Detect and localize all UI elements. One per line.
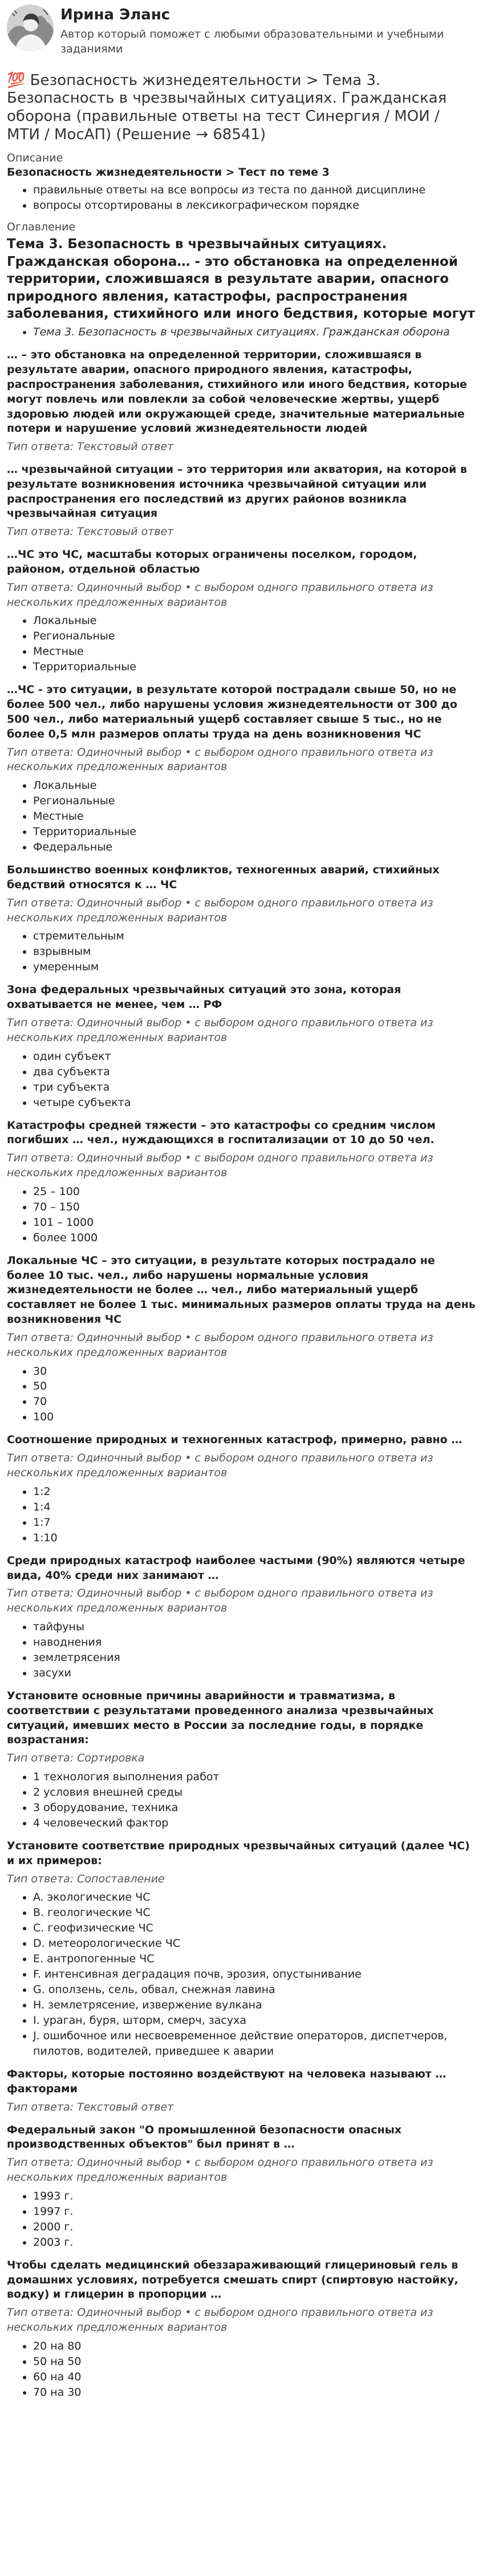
question-block (7, 463, 476, 540)
question-text: Факторы, которые постоянно воздействуют на человека называют … факторами (7, 2068, 447, 2095)
answer-option: • Федеральные (33, 840, 476, 855)
answer-type: Тип ответа: Одиночный выбор • с выбором одного правильного ответа из нескольких предложенных вариантов (7, 2306, 433, 2334)
answer-option: • 1:10 (33, 1530, 476, 1546)
questions-list (7, 348, 476, 2400)
page-title: 💯 Безопасность жизнедеятельности > Тема 3. Безопасность в чрезвычайных ситуациях. Гражданская оборона (правильные ответы на тест Синергия / МОИ / МТИ / МосАП) (Решение → 68541) (7, 71, 447, 143)
answer-type: Тип ответа: Одиночный выбор • с выбором одного правильного ответа из нескольких предложенных вариантов (7, 1452, 433, 1480)
answer-option: • более 1000 (33, 1230, 476, 1246)
question-block (7, 863, 476, 975)
toc-list (7, 325, 476, 340)
question-block (7, 548, 476, 675)
answer-options-list (7, 778, 476, 855)
answer-option: • 70 (33, 1394, 476, 1409)
answer-option: • 3 оборудование, техника (33, 1800, 476, 1816)
answer-option: • 20 на 80 (33, 2339, 476, 2354)
answer-options-list (7, 1364, 476, 1425)
answer-option: • 50 на 50 (33, 2354, 476, 2370)
question-text: Чтобы сделать медицинский обеззараживающий глицериновый гель в домашних условиях, потребуется смешать спирт (спиртовую настойку, водку) и глицерин в пропорции … (7, 2258, 458, 2301)
answer-option: • умеренным (33, 959, 476, 975)
question-block (7, 2123, 476, 2250)
answer-option: • один субъект (33, 1049, 476, 1064)
question-block (7, 1433, 476, 1545)
answer-option: • E. антропогенные ЧС (33, 1951, 476, 1967)
answer-option: • C. геофизические ЧС (33, 1921, 476, 1936)
answer-option: • 1:2 (33, 1484, 476, 1500)
question-text: …ЧС - это ситуации, в результате которой пострадали свыше 50, но не более 500 чел., либо нарушены условия жизнедеятельности от 300 до 500 чел., либо материальный ущерб составляет свыше 5 тыс., но не более 0,5 млн размеров оплаты труда на день возникновения ЧС (7, 683, 457, 740)
question-text: … – это обстановка на определенной территории, сложившаяся в результате аварии, опасного природного явления, катастрофы, распространения заболевания, стихийного или иного бедствия, которые могут повлечь или повлекли за собой человеческие жертвы, ущерб здоровью людей или окружающей среде, значительные материальные потери и нарушение условий жизнедеятельности людей (7, 349, 468, 435)
question-block (7, 2067, 476, 2115)
answer-option: • землетрясения (33, 1650, 476, 1666)
question-block (7, 1689, 476, 1831)
answer-option: • 100 (33, 1409, 476, 1425)
question-text: Федеральный закон "О промышленной безопасности опасных производственных объектов" был принят в … (7, 2123, 402, 2151)
answer-option: • Территориальные (33, 824, 476, 840)
question-block (7, 1119, 476, 1246)
answer-option: • H. землетрясение, извержение вулкана (33, 1998, 476, 2013)
question-text: Катастрофы средней тяжести – это катастрофы со средним числом погибших … чел., нуждающихся в госпитализации от 10 до 50 чел. (7, 1119, 436, 1147)
answer-option: • 2003 г. (33, 2235, 476, 2250)
answer-option: • D. метеорологические ЧС (33, 1936, 476, 1951)
answer-option: • B. геологические ЧС (33, 1905, 476, 1921)
answer-option: • два субъекта (33, 1064, 476, 1080)
question-text: Зона федеральных чрезвычайных ситуаций это зона, которая охватывается не менее, чем … РФ (7, 983, 401, 1011)
description-item: • вопросы отсортированы в лексикографическом порядке (33, 198, 476, 213)
answer-type: Тип ответа: Текстовый ответ (7, 2100, 174, 2113)
toc-label: Оглавление (7, 220, 76, 233)
question-text: Большинство военных конфликтов, техногенных аварий, стихийных бедствий относятся к … ЧС (7, 864, 440, 891)
answer-type: Тип ответа: Одиночный выбор • с выбором одного правильного ответа из нескольких предложенных вариантов (7, 896, 433, 924)
question-block (7, 683, 476, 855)
question-text: … чрезвычайной ситуации – это территория или акватория, на которой в результате возникновения источника чрезвычайной ситуации или распространения его последствий из других районов возникла чрезвычайная ситуация (7, 463, 467, 520)
answer-option: • Региональные (33, 793, 476, 809)
answer-option: • F. интенсивная деградация почв, эрозия, опустынивание (33, 1967, 476, 1982)
answer-options-list (7, 2189, 476, 2250)
answer-option: • 1 технология выполнения работ (33, 1769, 476, 1785)
answer-option: • Локальные (33, 778, 476, 793)
answer-option: • A. экологические ЧС (33, 1890, 476, 1905)
answer-options-list (7, 1769, 476, 1831)
answer-option: • взрывным (33, 944, 476, 959)
answer-options-list (7, 1484, 476, 1546)
answer-option: • Региональные (33, 629, 476, 644)
answer-option: • 70 на 30 (33, 2385, 476, 2400)
answer-option: • 1993 г. (33, 2189, 476, 2204)
question-text: Установите соответствие природных чрезвычайных ситуаций (далее ЧС) и их примеров: (7, 1839, 470, 1867)
question-block (7, 348, 476, 455)
answer-option: • Локальные (33, 613, 476, 629)
toc-heading: Тема 3. Безопасность в чрезвычайных ситуациях. Гражданская оборона… - это обстановка на определенной территории, сложившаяся в результате аварии, опасного природного явления, катастрофы, распространения заболевания, стихийного или иного бедствия, которые могут (7, 237, 475, 321)
question-text: Установите основные причины аварийности и травматизма, в соответствии с результатами проведенного анализа чрезвычайных ситуаций, имевших место в России за последние годы, в порядке возрастания: (7, 1689, 434, 1747)
answer-option: • 25 – 100 (33, 1184, 476, 1200)
answer-option: • тайфуны (33, 1619, 476, 1635)
answer-option: • наводнения (33, 1635, 476, 1650)
answer-type: Тип ответа: Одиночный выбор • с выбором одного правильного ответа из нескольких предложенных вариантов (7, 1016, 433, 1044)
question-block (7, 2258, 476, 2400)
question-text: Соотношение природных и техногенных катастроф, примерно, равно … (7, 1433, 462, 1447)
author-header (7, 5, 476, 57)
answer-options-list (7, 1049, 476, 1111)
author-description: Автор который поможет с любыми образовательными и учебными заданиями (60, 27, 444, 56)
answer-option: • Местные (33, 809, 476, 824)
question-text: Локальные ЧС – это ситуации, в результате которых пострадало не более 10 тыс. чел., либо нарушены нормальные условия жизнедеятельности не более … чел., либо материальный ущерб составляет не более 1 тыс. минимальных размеров оплаты труда на день возникновения ЧС (7, 1254, 476, 1326)
answer-option: • 30 (33, 1364, 476, 1379)
answer-option: • 70 – 150 (33, 1200, 476, 1215)
description-list (7, 183, 476, 213)
answer-option: • стремительным (33, 929, 476, 944)
answer-option: • три субъекта (33, 1080, 476, 1095)
question-block (7, 1839, 476, 2059)
answer-option: • 1:4 (33, 1500, 476, 1515)
question-text: …ЧС это ЧС, масштабы которых ограничены поселком, городом, районом, отдельной областью (7, 548, 417, 576)
avatar-image-icon (7, 5, 54, 51)
answer-option: • 1997 г. (33, 2204, 476, 2219)
answer-option: • J. ошибочное или несвоевременное действие операторов, диспетчеров, пилотов, водителей, приведшее к аварии (33, 2028, 476, 2059)
answer-option: • Территориальные (33, 659, 476, 675)
description-item: • правильные ответы на все вопросы из теста по данной дисциплине (33, 183, 476, 198)
question-text: Среди природных катастроф наиболее частыми (90%) являются четыре вида, 40% среди них занимают … (7, 1554, 465, 1582)
description-section (7, 151, 476, 213)
question-block (7, 1254, 476, 1425)
answer-option: • 50 (33, 1379, 476, 1394)
answer-option: • четыре субъекта (33, 1095, 476, 1111)
description-label: Описание (7, 151, 63, 164)
answer-options-list (7, 2339, 476, 2400)
toc-item[interactable]: • Тема 3. Безопасность в чрезвычайных ситуациях. Гражданская оборона (33, 325, 476, 340)
author-name[interactable]: Ирина Эланс (60, 6, 171, 23)
answer-option: • G. оползень, сель, обвал, снежная лавина (33, 1982, 476, 1998)
question-block (7, 983, 476, 1110)
answer-options-list (7, 1184, 476, 1246)
answer-option: • Местные (33, 644, 476, 659)
description-heading: Безопасность жизнедеятельности > Тест по теме 3 (7, 166, 330, 179)
answer-type: Тип ответа: Одиночный выбор • с выбором одного правильного ответа из нескольких предложенных вариантов (7, 1331, 433, 1359)
question-block (7, 1554, 476, 1681)
answer-option: • 2 условия внешней среды (33, 1785, 476, 1800)
answer-options-list (7, 929, 476, 975)
answer-option: • 2000 г. (33, 2219, 476, 2235)
answer-type: Тип ответа: Одиночный выбор • с выбором одного правильного ответа из нескольких предложенных вариантов (7, 1152, 433, 1180)
answer-option: • 4 человеческий фактор (33, 1816, 476, 1831)
avatar[interactable] (7, 5, 54, 51)
answer-type: Тип ответа: Одиночный выбор • с выбором одного правильного ответа из нескольких предложенных вариантов (7, 1587, 433, 1615)
answer-type: Тип ответа: Одиночный выбор • с выбором одного правильного ответа из нескольких предложенных вариантов (7, 2156, 433, 2184)
answer-option: • I. ураган, буря, шторм, смерч, засуха (33, 2013, 476, 2028)
answer-type: Тип ответа: Текстовый ответ (7, 525, 174, 538)
answer-option: • 1:7 (33, 1515, 476, 1530)
answer-type: Тип ответа: Сортировка (7, 1752, 145, 1765)
answer-option: • засухи (33, 1666, 476, 1681)
answer-type: Тип ответа: Одиночный выбор • с выбором одного правильного ответа из нескольких предложенных вариантов (7, 581, 433, 609)
answer-options-list (7, 1890, 476, 2059)
answer-options-list (7, 1619, 476, 1681)
answer-option: • 101 – 1000 (33, 1215, 476, 1230)
answer-type: Тип ответа: Одиночный выбор • с выбором одного правильного ответа из нескольких предложенных вариантов (7, 746, 433, 773)
answer-type: Тип ответа: Сопоставление (7, 1872, 165, 1885)
answer-option: • 60 на 40 (33, 2370, 476, 2385)
toc-section (7, 220, 476, 340)
answer-type: Тип ответа: Текстовый ответ (7, 440, 174, 453)
answer-options-list (7, 613, 476, 675)
